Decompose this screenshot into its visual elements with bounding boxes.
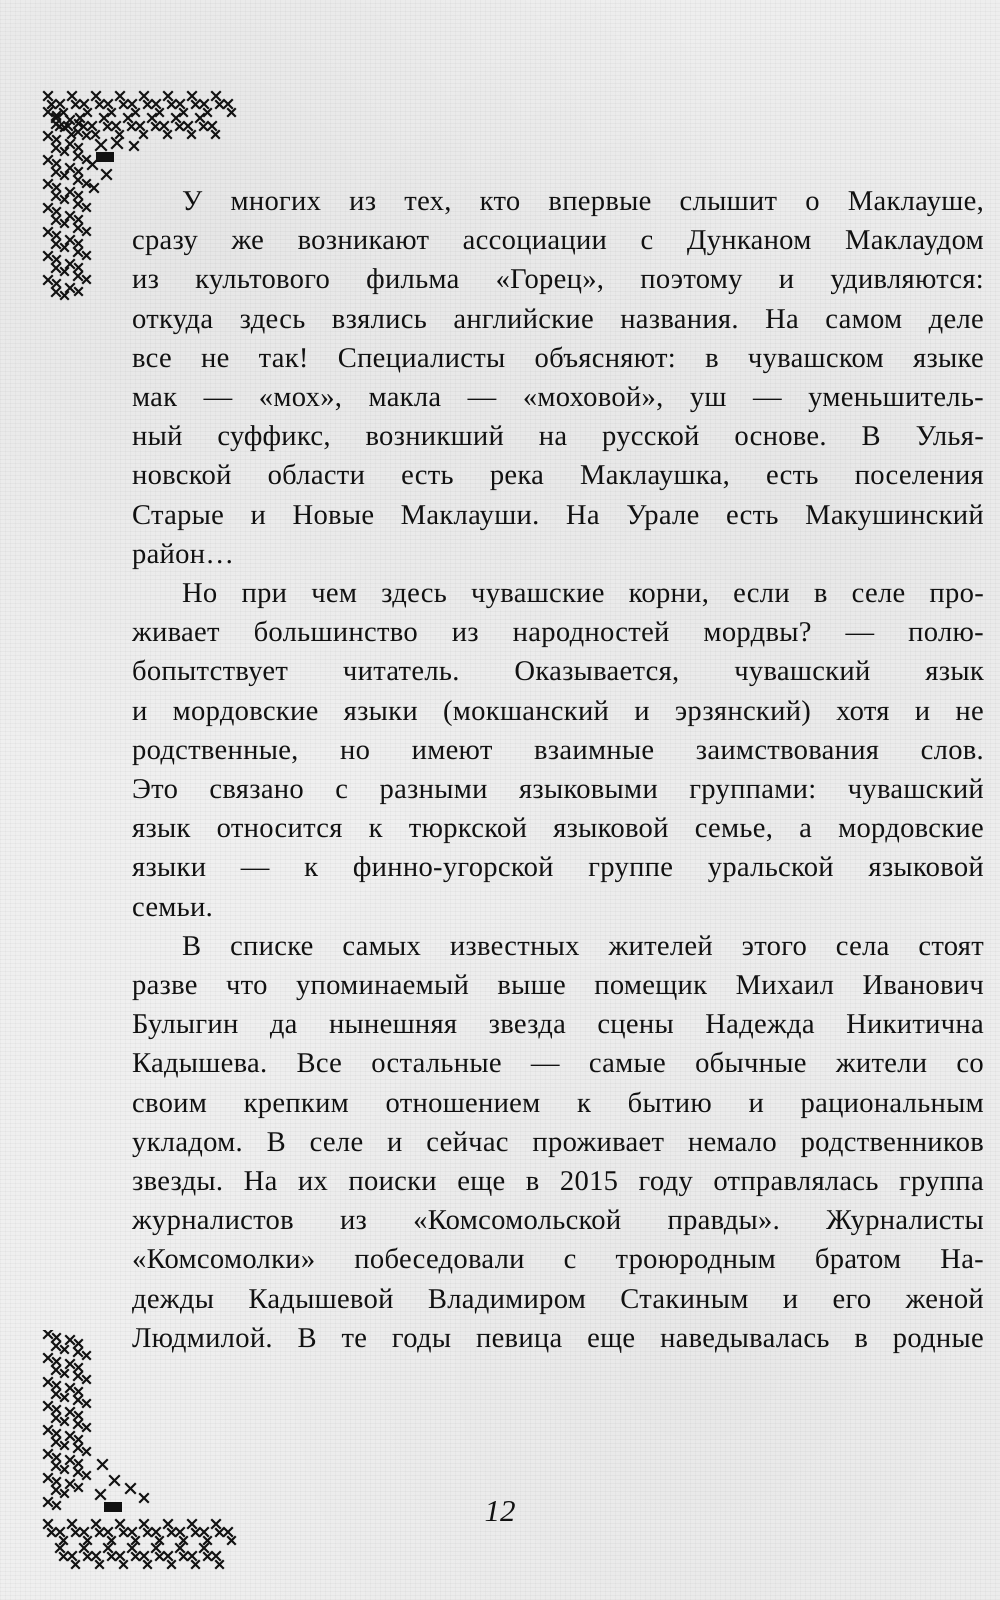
- text-line: дежды Кадышевой Владимиром Стакиным и его женой: [132, 1283, 984, 1315]
- paragraph-3: [132, 927, 984, 1358]
- text-line: разве что упоминаемый выше помещик Михаил Иванович: [132, 970, 984, 1002]
- text-line: сразу же возникают ассоциации с Дунканом Маклаудом: [132, 225, 984, 257]
- text-line: Но при чем здесь чувашские корни, если в селе про-: [182, 578, 984, 610]
- text-line: Кадышева. Все остальные — самые обычные жители со: [132, 1048, 984, 1080]
- text-line: язык относится к тюркской языковой семье, а мордовские: [132, 813, 984, 845]
- paragraph-2: [132, 574, 984, 927]
- text-line: Булыгин да нынешняя звезда сцены Надежда Никитична: [132, 1009, 984, 1041]
- text-line: живает большинство из народностей мордвы? — полю-: [132, 617, 984, 649]
- text-line: укладом. В селе и сейчас проживает немало родственников: [132, 1126, 984, 1158]
- text-line: мак — «мох», макла — «моховой», уш — уменьшитель-: [132, 382, 984, 414]
- text-line: Это связано с разными языковыми группами: чувашский: [132, 774, 984, 806]
- text-line: все не так! Специалисты объясняют: в чувашском языке: [132, 342, 984, 374]
- text-line: В списке самых известных жителей этого села стоят: [182, 930, 984, 962]
- text-line: новской области есть река Маклаушка, есть поселения: [132, 460, 984, 492]
- text-line: языки — к финно-угорской группе уральской языковой: [132, 852, 984, 884]
- text-line: своим крепким отношением к бытию и рациональным: [132, 1087, 984, 1119]
- bottom-corner-ornament-icon: [0, 1330, 270, 1590]
- main-text: [132, 182, 984, 1358]
- text-line: бопытствует читатель. Оказывается, чувашский язык: [132, 656, 984, 688]
- page-number: 12: [484, 1493, 516, 1528]
- text-line: Людмилой. В те годы певица еще наведывалась в родные: [132, 1322, 984, 1354]
- text-line: из культового фильма «Горец», поэтому и удивляются:: [132, 264, 984, 296]
- paragraph-1: [132, 182, 984, 574]
- text-line: Старые и Новые Маклауши. На Урале есть Макушинский: [132, 499, 984, 531]
- text-line: район…: [132, 538, 235, 570]
- text-line: «Комсомолки» побеседовали с троюродным братом На-: [132, 1244, 984, 1276]
- text-line: ный суффикс, возникший на русской основе. В Улья-: [132, 421, 984, 453]
- text-line: родственные, но имеют взаимные заимствования слов.: [132, 734, 984, 766]
- text-line: У многих из тех, кто впервые слышит о Маклауше,: [182, 186, 984, 217]
- text-line: и мордовские языки (мокшанский и эрзянский) хотя и не: [132, 695, 984, 727]
- text-line: семьи.: [132, 891, 214, 923]
- text-line: журналистов из «Комсомольской правды». Журналисты: [132, 1205, 984, 1237]
- text-line: звезды. На их поиски еще в 2015 году отправлялась группа: [132, 1166, 984, 1198]
- text-line: откуда здесь взялись английские названия. На самом деле: [132, 303, 984, 335]
